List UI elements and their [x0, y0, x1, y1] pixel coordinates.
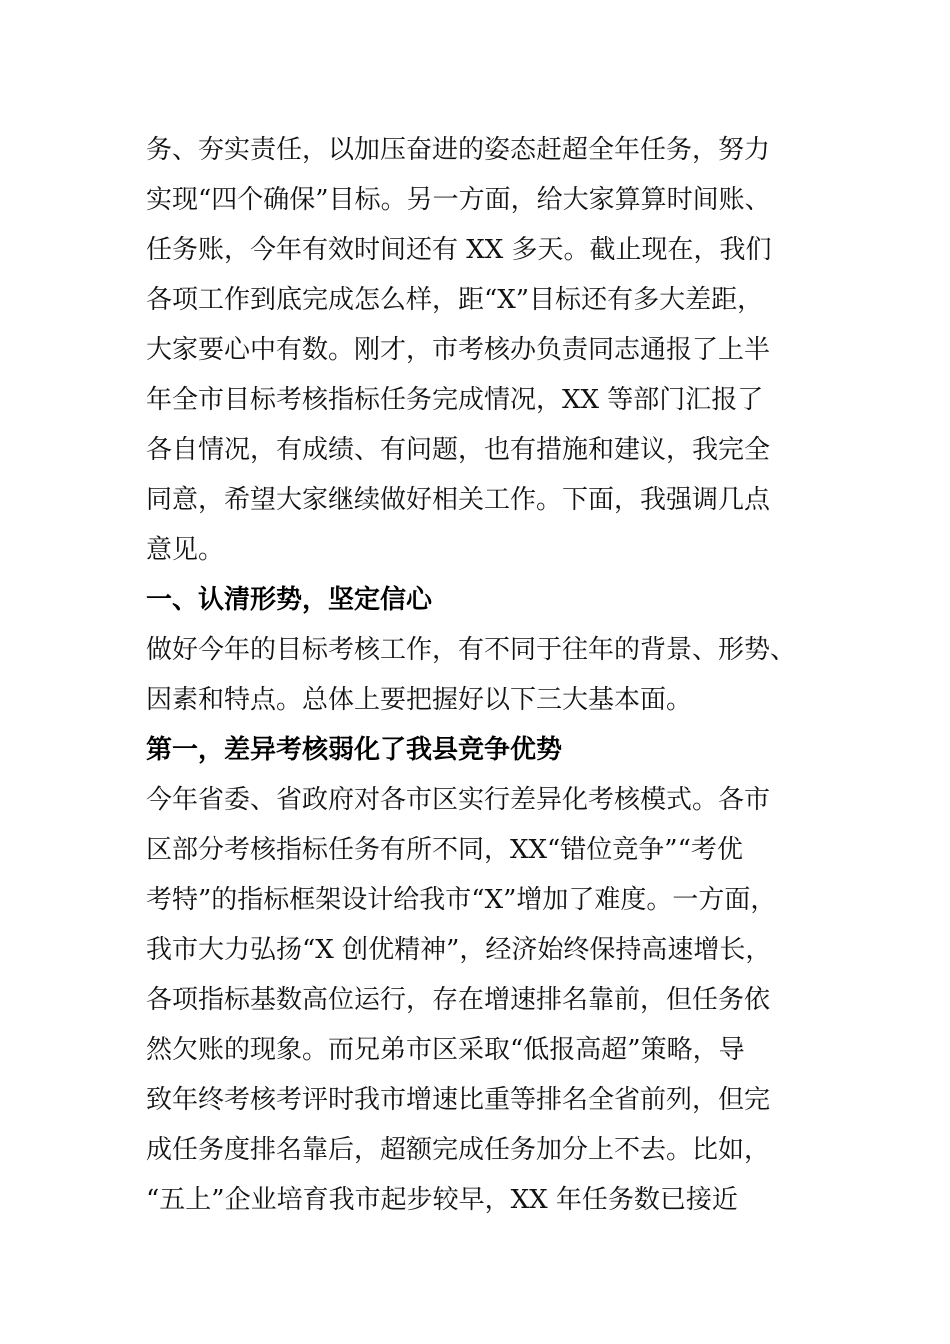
body-text-line: 成任务度排名靠后，超额完成任务加分上不去。比如，	[146, 1135, 771, 1165]
body-text-line: 各项工作到底完成怎么样，距“X”目标还有多大差距，	[146, 285, 764, 315]
body-text-line: 我市大力弘扬“X 创优精神”，经济始终保持高速增长，	[146, 935, 772, 965]
body-text-line: 致年终考核考评时我市增速比重等排名全省前列，但完	[146, 1085, 771, 1115]
body-text-line: 各自情况，有成绩、有问题，也有措施和建议，我完全	[146, 435, 771, 465]
body-text-line: 做好今年的目标考核工作，有不同于往年的背景、形势、	[146, 635, 797, 665]
body-text-line: 任务账，今年有效时间还有 XX 多天。截止现在，我们	[146, 235, 772, 265]
body-text-line: 各项指标基数高位运行，存在增速排名靠前，但任务依	[146, 985, 771, 1015]
body-text-line: 同意，希望大家继续做好相关工作。下面，我强调几点	[146, 485, 771, 515]
subsection-heading: 第一，差异考核弱化了我县竞争优势	[146, 735, 563, 765]
body-text-line: 年全市目标考核指标任务完成情况，XX 等部门汇报了	[146, 385, 764, 415]
body-text-line: 意见。	[146, 535, 225, 565]
section-heading: 一、认清形势，坚定信心	[146, 585, 433, 615]
body-text-line: 今年省委、省政府对各市区实行差异化考核模式。各市	[146, 785, 771, 815]
body-text-line: “五上”企业培育我市起步较早，XX 年任务数已接近	[146, 1185, 738, 1215]
body-text-line: 考特”的指标框架设计给我市“X”增加了难度。一方面，	[146, 885, 777, 915]
body-text-line: 区部分考核指标任务有所不同，XX“错位竞争”“考优	[146, 835, 743, 865]
body-text-line: 实现“四个确保”目标。另一方面，给大家算算时间账、	[146, 185, 771, 215]
body-text-line: 然欠账的现象。而兄弟市区采取“低报高超”策略，导	[146, 1035, 745, 1065]
body-text-line: 因素和特点。总体上要把握好以下三大基本面。	[146, 685, 693, 715]
body-text-line: 大家要心中有数。刚才，市考核办负责同志通报了上半	[146, 335, 771, 365]
body-text-line: 务、夯实责任，以加压奋进的姿态赶超全年任务，努力	[146, 135, 771, 165]
